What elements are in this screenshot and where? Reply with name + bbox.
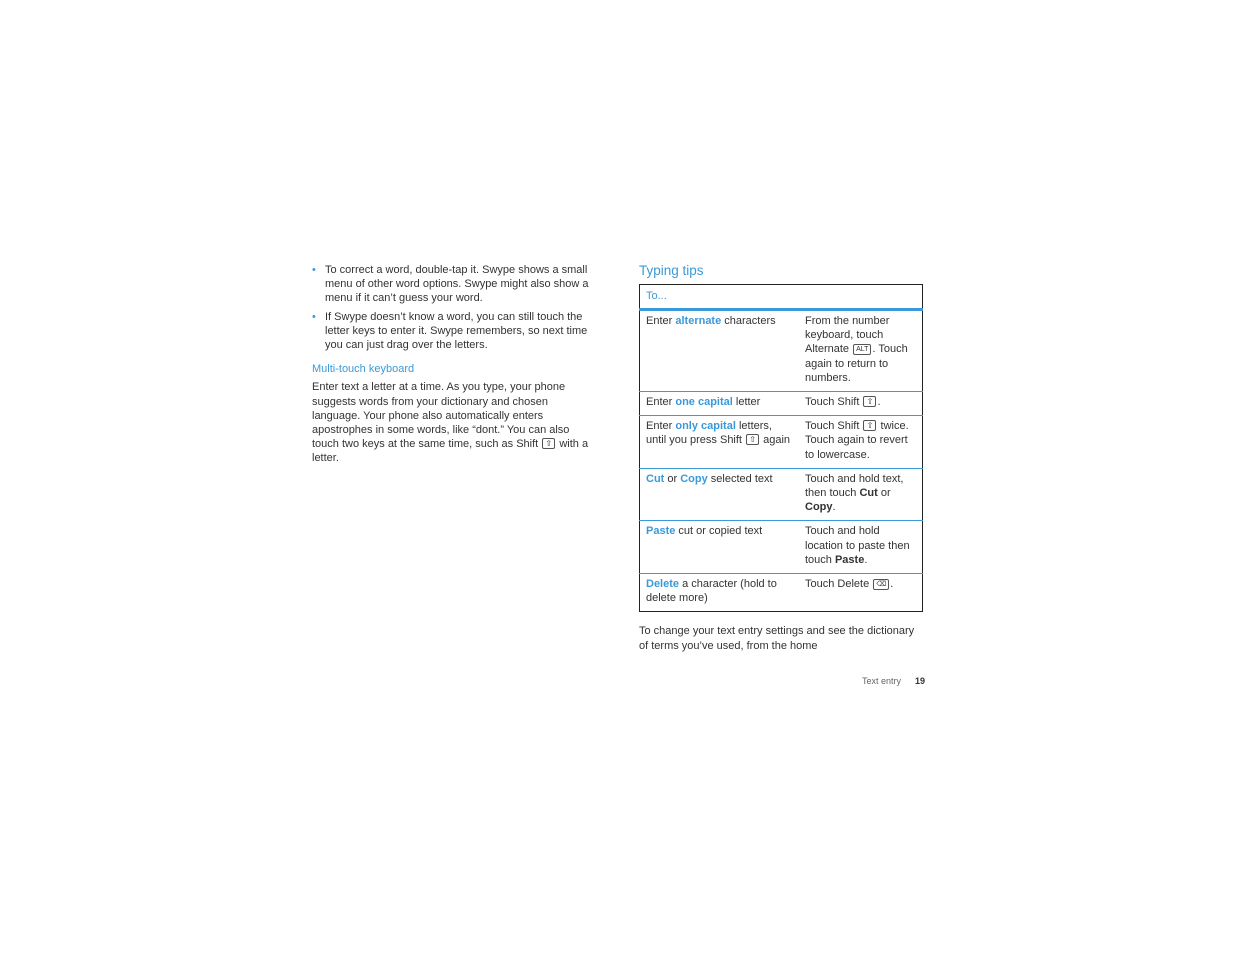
shift-key-icon: ⇧	[746, 434, 759, 445]
action-cell: Delete a character (hold to delete more)	[646, 578, 777, 605]
right-column	[639, 262, 923, 653]
table-row	[640, 416, 923, 469]
description-cell: Touch Shift ⇧ .	[799, 392, 923, 416]
table-header-row	[640, 285, 923, 310]
table-row	[640, 574, 923, 612]
description-cell: Touch Shift ⇧ twice. Touch again to revert to lowercase.	[799, 416, 923, 469]
bullet-list	[312, 263, 592, 352]
shift-key-icon: ⇧	[863, 420, 876, 431]
action-cell: Enter one capital letter	[640, 392, 800, 416]
settings-paragraph: To change your text entry settings and see the dictionary of terms you’ve used, from the home	[639, 625, 915, 652]
multitouch-paragraph: Enter text a letter at a time. As you type, your phone suggests words from your dictionary and chosen language. Your phone also automatically enters apostrophes in some words, like “dont.” You can also touch two keys at the same time, such as Shift ⇧ with a letter.	[312, 381, 589, 465]
left-column	[312, 263, 592, 466]
alt-key-icon: ALT	[853, 344, 871, 355]
shift-key-icon: ⇧	[542, 438, 555, 449]
description-cell: From the number keyboard, touch Alternate ALT . Touch again to return to numbers.	[799, 310, 923, 392]
description-cell: Touch and hold text, then touch Cut or Copy.	[799, 468, 923, 521]
bullet-dot-icon: •	[312, 310, 316, 323]
bullet-dot-icon: •	[312, 264, 316, 276]
table-row	[640, 310, 923, 392]
description-cell: Touch Delete ⌫ .	[805, 578, 894, 591]
action-cell: Paste cut or copied text	[640, 521, 800, 574]
action-cell: Enter only capital letters, until you press Shift ⇧ again	[640, 416, 800, 469]
action-cell: Enter alternate characters	[640, 310, 800, 392]
bullet-item: • To correct a word, double-tap it. Swype shows a small menu of other word options. Swype might also show a menu if it can’t guess your word.	[312, 264, 589, 305]
typing-tips-table	[639, 284, 923, 612]
page-number: 19	[914, 676, 925, 686]
subheading-multitouch: Multi-touch keyboard	[312, 363, 415, 376]
shift-key-icon: ⇧	[863, 396, 876, 407]
footer-section-label: Text entry	[861, 676, 901, 686]
delete-key-icon: ⌫	[873, 579, 889, 590]
table-row	[640, 392, 923, 416]
table-row	[640, 521, 923, 574]
bullet-item: • If Swype doesn’t know a word, you can still touch the letter keys to enter it. Swype remembers, so next time you can just drag over the letters.	[312, 310, 588, 352]
table-header: To...	[640, 285, 923, 310]
table-row	[640, 468, 923, 521]
section-title: Typing tips	[639, 263, 704, 278]
action-cell: Cut or Copy selected text	[640, 468, 800, 521]
page-footer	[840, 674, 925, 688]
description-cell: Touch and hold location to paste then touch Paste.	[799, 521, 923, 574]
